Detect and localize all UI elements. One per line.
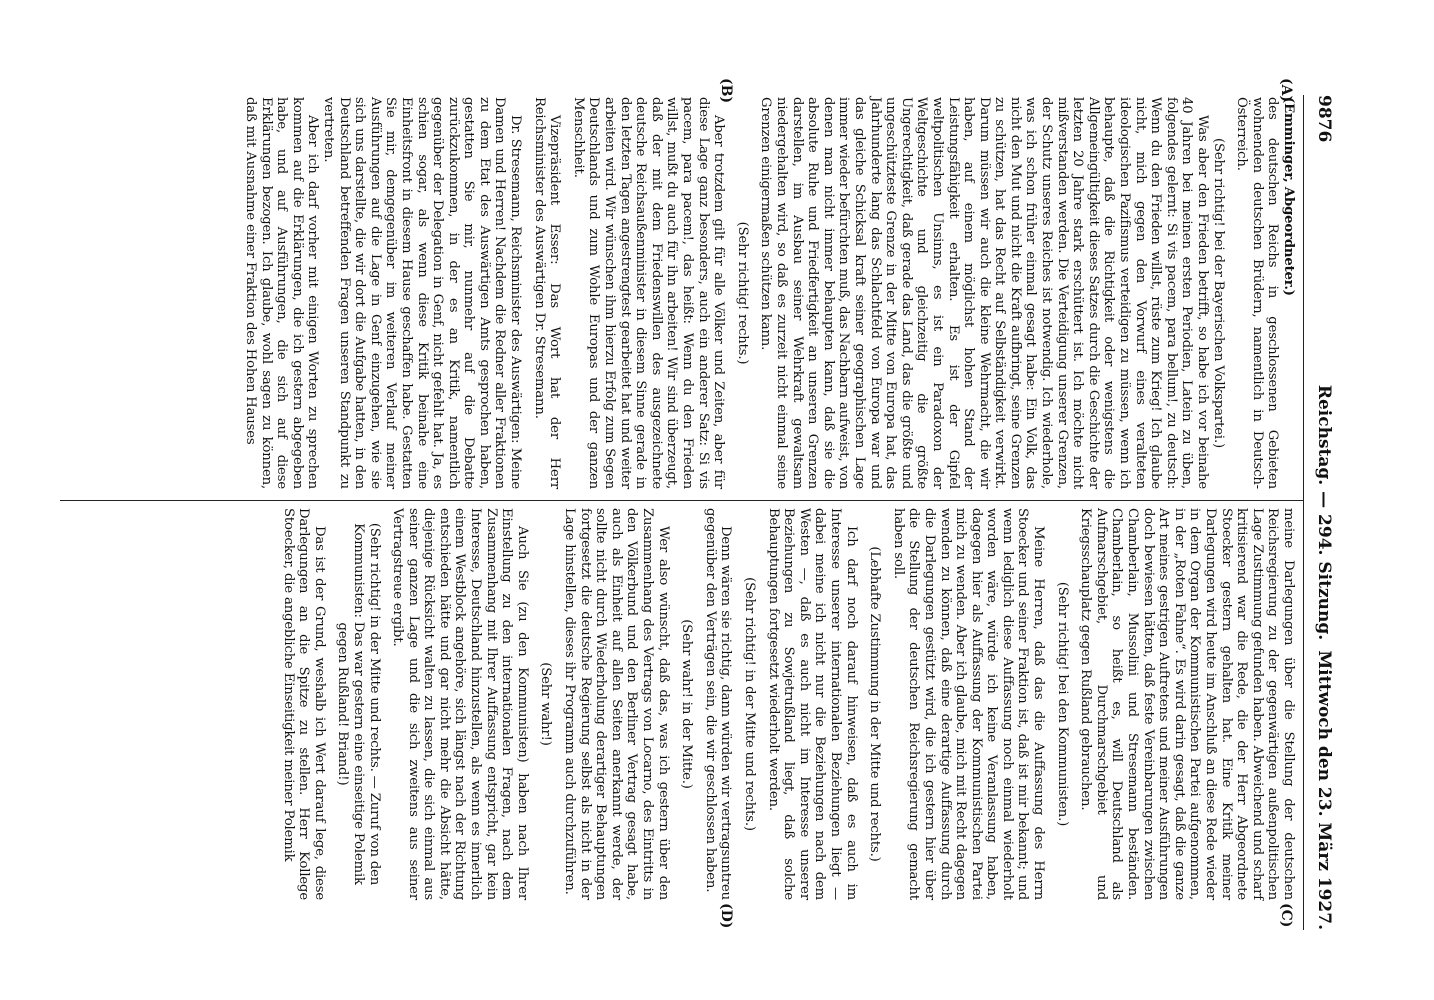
paragraph: Wer also wünscht, daß das, was ich gestern über den Zusammenhang des Vertrags von Locarno, des Eintritts in den Völkerbund und den Berliner Vertrag gesagt habe, auch als Einheit auf allen Seiten anerkannt werde, der sollte nicht durch Wiederholung derartiger Behauptungen fortgesetzt die deutsche Regierung selbst als nicht in der Lage hinstellen, dieses ihr Programm auch durchzuführen.	[562, 508, 671, 900]
left-column	[242, 97, 1296, 489]
margin-marker-a: (A)	[1278, 78, 1294, 103]
header-rule	[1303, 95, 1304, 930]
column-divider	[60, 500, 1304, 501]
paragraph: (Lebhafte Zustimmung in der Mitte und rechts.)	[867, 546, 883, 862]
page-number: 9876	[1314, 95, 1334, 143]
header-title: Reichstag. — 294. Sitzung.	[1314, 384, 1334, 641]
margin-marker-c: (C)	[1278, 903, 1294, 928]
paragraph: Aber ich darf vorher mit einigen Worten zu sprechen kommen auf die Erklärungen, die ich gestern abgegeben habe, und auf Ausführungen, die sich auf diese Erklärungen bezogen. Ich glaube, wohl sagen zu können, daß mit Ausnahme einer Fraktion des Hohen Hauses	[243, 97, 321, 489]
paragraph: Was aber den Frieden betrifft, so habe ich vor beinahe 40 Jahren bei meinen ersten Periodien, Latein zu üben, folgendes gelernt: Si vis pacem, para bellum!, zu deutsch: Wenn du den Frieden willst, rüste zum Krieg! Ich glaube nicht, mich gegen den Vorwurf eines veralteten ideologischen Pazifismus verteidigen zu müssen, wenn ich behaupte, daß die Richtigkeit oder wenigstens die Allgemeingültigkeit dieses Satzes durch die Geschichte der letzten 20 Jahre stark erschüttert ist. Ich möchte nicht mißverstanden werden. Die Verteidigung unserer Grenzen, der Schutz unseres Reiches ist notwendig. Ich wiederhole, was ich schon früher einmal gesagt habe: Ein Volk, das nicht den Mut und nicht die Kraft aufbringt, seine Grenzen zu schützen, hat das Recht auf Selbständigkeit verwirkt. Darum müssen wir auch die kleine Wehrmacht, die wir haben, auf einem möglichst hohen Stand der Leistungsfähigkeit erhalten. Es ist der Gipfel weltpolitischen Unsinns, es ist ein Paradoxon der Weltgeschichte und gleichzeitig die größte Ungerechtigkeit, daß gerade das Land, das die größte und ungeschützteste Grenze in der Mitte von Europa hat, das Jahrhunderte lang das Schlachtfeld von Europa war und das gleiche Schicksal kraft seiner geographischen Lage immer wieder befürchten muß, das Nachbarn aufweist, von denen man nicht immer behaupten kann, daß sie die absolute Ruhe und Friedfertigkeit an unseren Grenzen darstellen, im Ausbau seiner Wehrkraft gewaltsam niedergehalten wird, so daß es zurzeit nicht einmal seine Grenzen einigermaßen schützen kann.	[758, 97, 1211, 489]
paragraph: (Sehr richtig! in der Mitte und rechts.)	[742, 577, 757, 831]
margin-marker-b: (B)	[718, 78, 734, 104]
paragraph: (Sehr richtig! bei den Kommunisten.)	[1054, 581, 1070, 827]
paragraph: Dr. Stresemann, Reichsminister des Auswärtigen: Meine Damen und Herren! Nachdem die Redner aller Fraktionen zu dem Etat des Auswärtigen Amts gesprochen haben, gestatten Sie mir, nunmehr auf die Debatte zurückzukommen, in der es an Kritik, namentlich gegenüber der Delegation in Genf, nicht gefehlt hat. Ja, es schien sogar, als wenn diese Kritik beinahe eine Einheitsfront in diesem Hause geschaffen habe. Gestatten Sie mir, demgegenüber im weiteren Verlauf meiner Ausführungen auf die Lage in Genf einzugehen, wie sie sich uns darstellte, die wir dort die Aufgabe hatten, in den Deutschland betreffenden Fragen unseren Standpunkt zu vertreten.	[320, 97, 524, 489]
paragraph: (Sehr wahr! in der Mitte.)	[679, 619, 695, 789]
paragraph: Meine Herren, daß das die Auffassung des Herrn Stoecker und seiner Fraktion ist, daß ist mir bekannt; und wenn lediglich diese Auffassung noch einmal wiederholt worden wäre, würde ich keine Veranlassung haben, dagegen hier als Auffassung der Kommunistischen Partei mich zu wenden. Aber ich glaube, mich mit Recht dagegen wenden zu können, daß eine derartige Auffassung durch die Darlegungen gestützt wird, die ich gestern hier über die Stellung der deutschen Reichsregierung gemacht haben soll.	[890, 508, 1047, 900]
paragraph: Aber trotzdem gilt für alle Völker und Zeiten, aber für diese Lage ganz besonders, auch ein anderer Satz: Si vis pacem, para pacem!, das heißt: Wenn du den Frieden willst, mußt du auch für ihn arbeiten! Wir sind überzeugt, daß der mit dem Friedenswillen des ausgezeichnete deutsche Reichsaußenminister in diesem Sinne gerade in den letzten Tagen angestrengtest gearbeitet hat und weiter arbeiten wird. Wir wünschen ihm hierzu Erfolg zum Segen Deutschlands und zum Wohle Europas und der ganzen Menschheit.	[570, 97, 727, 489]
paragraph: Das ist der Grund, weshalb ich Wert darauf lege, diese Darlegungen an die Spitze zu stellen. Herr Kollege Stoecker, die angebliche Einseitigkeit meiner Polemik	[280, 508, 327, 900]
paragraph: Auch Sie (zu den Kommunisten) haben nach Ihrer Einstellung zu den internationalen Fragen, nach dem Zusammenhang mit Ihrer Auffassung entspricht, gar kein Interesse, Deutschland hinzustellen, als wenn es innerlich einem Westblock angehöre, sich längst nach der Richtung entschieden hätte und gar nicht mehr die Absicht hätte, diejenige Rücksicht walten zu lassen, die sich einmal aus seiner ganzen Lage und die sich zweitens aus seiner Vertragstreue ergibt.	[390, 508, 530, 900]
paragraph: (Sehr richtig! bei der Bayerischen Volkspartei.)	[1210, 138, 1226, 448]
paragraph: (Sehr wahr!)	[538, 662, 554, 746]
paragraph: des deutschen Reichs in geschlossenen Gebieten wohnenden deutschen Brüdern, namentlich in Deutsch-Österreich.	[1234, 97, 1281, 489]
paragraph: meine Darlegungen über die Stellung der deutschen Reichsregierung zu der gegenwärtigen außenpolitischen Lage Zustimmung gefunden haben. Abweichend und scharf kritisierend war die Rede, die der Herr Abgeordnete Stoecker gestern gehalten hat. Eine Kritik meiner Darlegungen wird heute im Anschluß an diese Rede wieder in dem Organ der Kommunistischen Partei aufgenommen, in der „Roten Fahne“. Es wird darin gesagt, daß die ganze Art meines gestrigen Auftretens und meiner Ausführungen doch bewiesen hätten, daß feste Vereinbarungen zwischen Chamberlain, Mussolini und Stresemann beständen. Chamberlain, so heißt es, will Deutschland als Aufmarschgebiet, Durchmarschgebiet und Kriegsschauplatz gegen Rußland gebrauchen.	[1078, 508, 1296, 900]
paragraph: (Sehr richtig! rechts.)	[734, 221, 750, 365]
paragraph: (Emminger, Abgeordneter.)	[1281, 97, 1296, 296]
margin-marker-d: (D)	[718, 903, 734, 929]
paragraph: (Sehr richtig! in der Mitte und rechts. — Zuruf von den Kommunisten: Das war gestern eine einseitige Polemik gegen Rußland! Briand!)	[335, 522, 382, 886]
right-column	[280, 508, 1296, 900]
paragraph: Ich darf noch darauf hinweisen, daß es auch im Interesse unserer internationalen Beziehungen liegt — dabei meine ich nicht nur die Beziehungen nach dem Westen —, daß es auch nicht im Interesse unserer Beziehungen zu Sowjetrußland liegt, daß solche Behauptungen fortgesetzt wiederholt werden.	[765, 508, 859, 900]
paragraph: Denn wären sie richtig, dann würden wir vertragsuntreu gegenüber den Verträgen sein, die wir geschlossen haben.	[702, 508, 734, 900]
header-date: Mittwoch den 23. März 1927.	[1314, 650, 1334, 930]
page-header	[1308, 95, 1338, 930]
paragraph: Vizepräsident Esser: Das Wort hat der Herr Reichsminister des Auswärtigen Dr. Stresemann.	[531, 97, 563, 489]
